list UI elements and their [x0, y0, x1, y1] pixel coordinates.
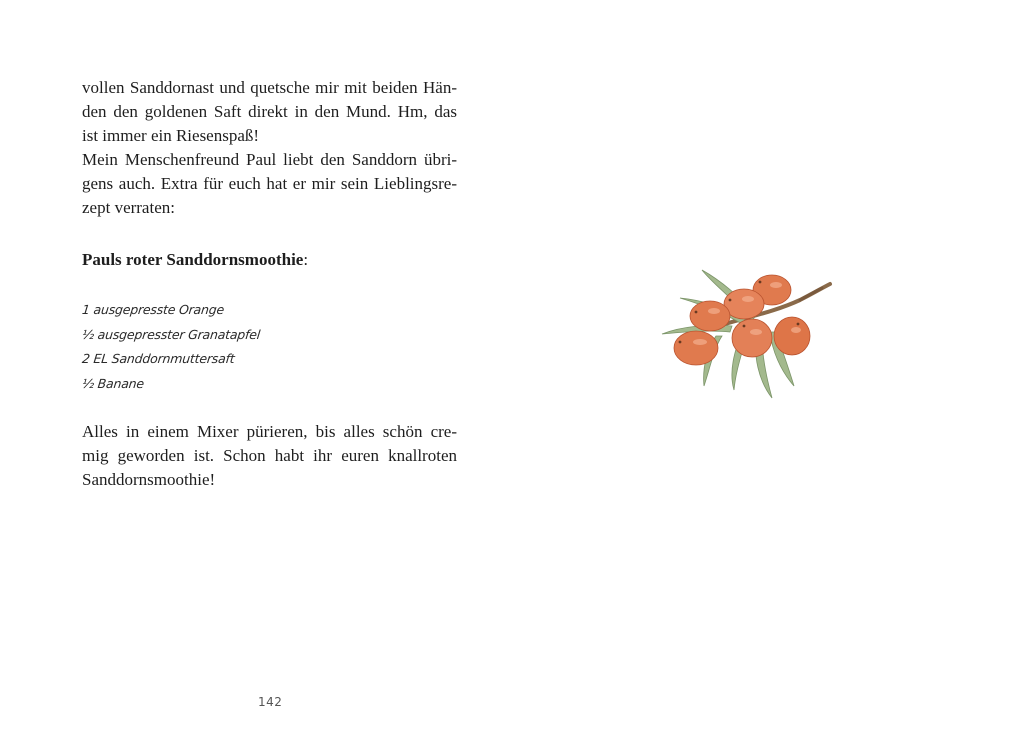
berry-highlight: [693, 339, 707, 345]
berry-highlight: [750, 329, 762, 335]
text-line: ist immer ein Riesenspaß!: [82, 126, 260, 145]
recipe-title-text: Pauls roter Sanddornsmoothie: [82, 250, 304, 269]
recipe-title-colon: :: [303, 250, 309, 269]
berry-tip: [743, 325, 746, 328]
berry-highlight: [742, 296, 754, 302]
berry-tip: [695, 311, 698, 314]
text-line: Sanddornsmoothie!: [82, 470, 216, 489]
berry: [732, 319, 772, 357]
paragraph-1: [82, 76, 457, 148]
berry-highlight: [791, 327, 801, 333]
ingredient-item: ½ Banane: [81, 375, 145, 391]
berry: [674, 331, 718, 365]
recipe-title: [82, 248, 457, 272]
branch-twig: [800, 288, 822, 300]
ingredient-list: [82, 298, 457, 396]
text-line: Alles in einem Mixer pürieren, bis alles schön cre-: [82, 422, 457, 441]
text-line: vollen Sanddornast und quetsche mir mit beiden Hän-: [82, 78, 457, 97]
berry-highlight: [708, 308, 720, 314]
ingredient-item: ½ ausgepresster Granatapfel: [81, 326, 261, 342]
page-number: 142: [258, 695, 283, 709]
text-block: [82, 76, 457, 492]
ingredient-item: 1 ausgepresste Orange: [81, 302, 225, 317]
berry-tip: [679, 341, 682, 344]
berry-tip: [729, 299, 732, 302]
text-line: gens auch. Extra für euch hat er mir sein Lieblingsre-: [82, 174, 457, 193]
text-line: zept verraten:: [82, 198, 175, 217]
paragraph-2: [82, 148, 457, 220]
text-line: den den goldenen Saft direkt in den Mund. Hm, das: [82, 102, 457, 121]
text-line: mig geworden ist. Schon habt ihr euren knallroten: [82, 446, 457, 465]
instructions: [82, 420, 457, 492]
right-page: [512, 0, 1024, 748]
sea-buckthorn-branch-illustration: [652, 258, 852, 408]
berry: [690, 301, 730, 331]
berry-highlight: [770, 282, 782, 288]
text-line: Mein Menschenfreund Paul liebt den Sanddorn übri-: [82, 150, 457, 169]
ingredient-item: 2 EL Sanddornmuttersaft: [81, 351, 236, 366]
berry: [774, 317, 810, 355]
berry-tip: [759, 281, 762, 284]
berry-tip: [797, 323, 800, 326]
